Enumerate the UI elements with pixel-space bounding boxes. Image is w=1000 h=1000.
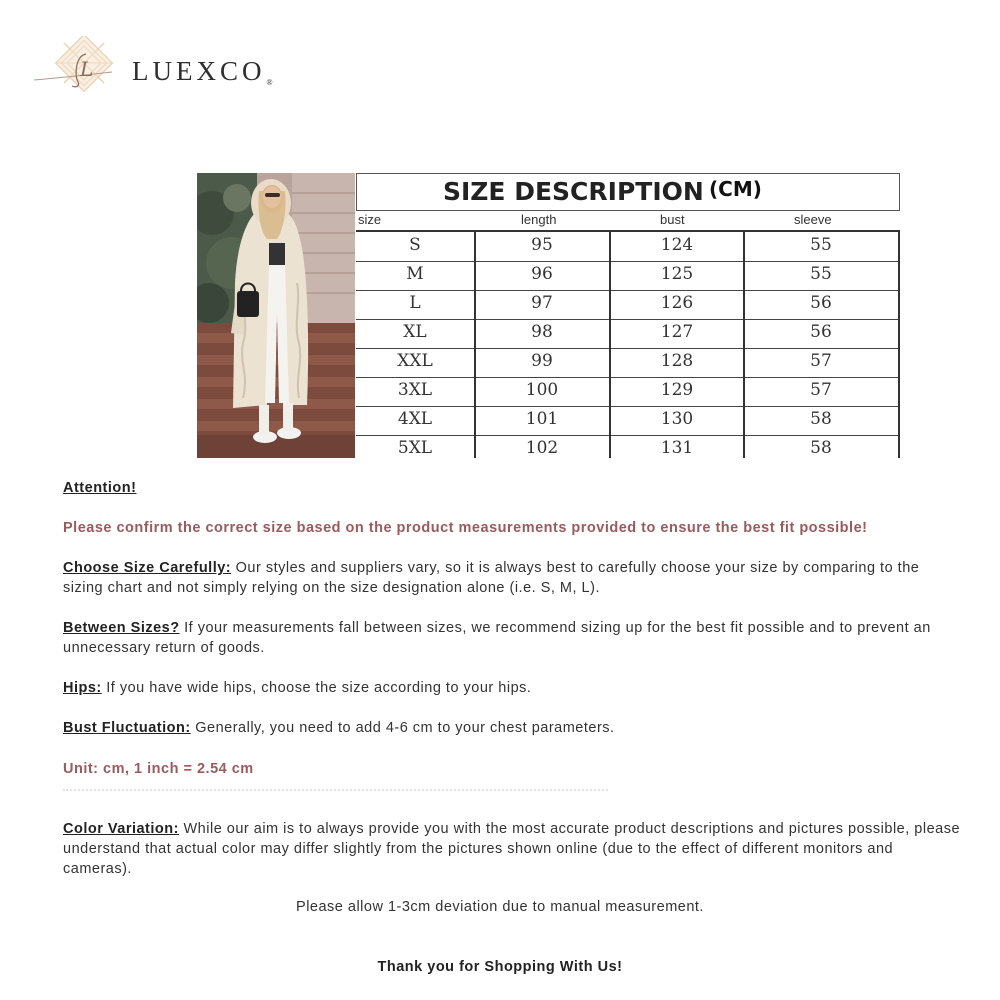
between-sizes-text: If your measurements fall between sizes, we recommend sizing up for the best fit possible and to prevent an unnecessary return of goods.: [63, 620, 931, 656]
cell-sleeve: 58: [810, 409, 832, 429]
cell-size: XXL: [397, 351, 433, 371]
size-chart: [356, 173, 900, 458]
cell-size: 3XL: [397, 380, 433, 400]
column-header-size: size: [358, 212, 382, 227]
size-chart-title: SIZE DESCRIPTION: [443, 177, 704, 206]
cell-sleeve: 56: [810, 322, 832, 342]
cell-size: M: [406, 264, 424, 284]
table-row: [356, 435, 900, 464]
dotted-divider: [63, 789, 608, 791]
table-row: [356, 319, 900, 349]
unit-note: Unit: cm, 1 inch = 2.54 cm: [63, 761, 254, 777]
brand-logo: [28, 36, 273, 104]
luexco-monogram-icon: [28, 36, 128, 104]
brand-wordmark: LUEXCO: [132, 55, 266, 86]
cell-sleeve: 57: [810, 380, 832, 400]
hips-text: If you have wide hips, choose the size according to your hips.: [101, 680, 532, 696]
cell-sleeve: 55: [810, 264, 832, 284]
cell-size: 5XL: [397, 438, 433, 458]
hips-label: Hips:: [63, 680, 102, 696]
choose-size-text: Our styles and suppliers vary, so it is always best to carefully choose your size by comparing to the sizing chart and not simply relying on the size designation alone (i.e. S, M, L).: [63, 560, 920, 596]
color-variation-paragraph: [63, 819, 963, 879]
column-header-bust: bust: [660, 212, 685, 227]
cell-bust: 127: [660, 322, 694, 342]
cell-size: 4XL: [397, 409, 433, 429]
cell-bust: 126: [660, 293, 694, 313]
choose-size-label: Choose Size Carefully:: [63, 560, 232, 576]
cell-sleeve: 58: [810, 438, 832, 458]
column-divider: [743, 230, 745, 458]
deviation-note: Please allow 1-3cm deviation due to manual measurement.: [296, 899, 704, 915]
table-row: [356, 232, 900, 262]
cell-bust: 129: [660, 380, 694, 400]
cell-bust: 130: [660, 409, 694, 429]
cell-length: 97: [531, 293, 553, 313]
cell-sleeve: 56: [810, 293, 832, 313]
column-divider: [474, 230, 476, 458]
cell-bust: 125: [660, 264, 694, 284]
size-chart-body: [356, 230, 900, 458]
cell-length: 101: [525, 409, 559, 429]
cell-length: 98: [531, 322, 553, 342]
attention-label: Attention!: [63, 480, 137, 496]
table-row: [356, 261, 900, 291]
bust-fluctuation-label: Bust Fluctuation:: [63, 720, 191, 736]
between-sizes-label: Between Sizes?: [63, 620, 180, 636]
size-chart-title-box: [356, 173, 900, 210]
confirm-size-notice: Please confirm the correct size based on the product measurements provided to ensure the best fit possible!: [63, 520, 868, 536]
column-divider: [898, 230, 900, 458]
product-photo: [197, 173, 355, 458]
cell-length: 100: [525, 380, 559, 400]
cell-length: 95: [531, 235, 553, 255]
size-chart-header-row: [356, 210, 900, 231]
monogram-letter: L: [80, 57, 94, 81]
bust-fluctuation-text: Generally, you need to add 4-6 cm to your chest parameters.: [190, 720, 615, 736]
cell-sleeve: 55: [810, 235, 832, 255]
cell-bust: 128: [660, 351, 694, 371]
column-header-length: length: [521, 212, 557, 227]
cell-length: 99: [531, 351, 553, 371]
table-row: [356, 406, 900, 436]
color-variation-text: While our aim is to always provide you with the most accurate product descriptions and pictures possible, please understand that actual color may differ slightly from the pictures shown online (due to the effect of different monitors and cameras).: [63, 821, 961, 877]
column-header-sleeve: sleeve: [794, 212, 832, 227]
registered-mark: ®: [266, 77, 273, 87]
cell-size: XL: [403, 322, 427, 342]
thank-you-message: Thank you for Shopping With Us!: [377, 959, 623, 975]
cell-size: L: [409, 293, 421, 313]
cell-bust: 124: [660, 235, 694, 255]
choose-size-paragraph: [63, 558, 963, 598]
brand-name: [132, 56, 273, 87]
cell-size: S: [409, 235, 421, 255]
table-row: [356, 377, 900, 407]
table-row: [356, 290, 900, 320]
cell-sleeve: 57: [810, 351, 832, 371]
bust-fluctuation-paragraph: [63, 718, 963, 738]
hips-paragraph: [63, 678, 963, 698]
cell-length: 102: [525, 438, 559, 458]
cell-length: 96: [531, 264, 553, 284]
size-chart-unit: (CM): [709, 177, 762, 201]
column-divider: [609, 230, 611, 458]
cell-bust: 131: [660, 438, 694, 458]
between-sizes-paragraph: [63, 618, 963, 658]
table-row: [356, 348, 900, 378]
attention-heading: [63, 478, 963, 498]
color-variation-label: Color Variation:: [63, 821, 179, 837]
